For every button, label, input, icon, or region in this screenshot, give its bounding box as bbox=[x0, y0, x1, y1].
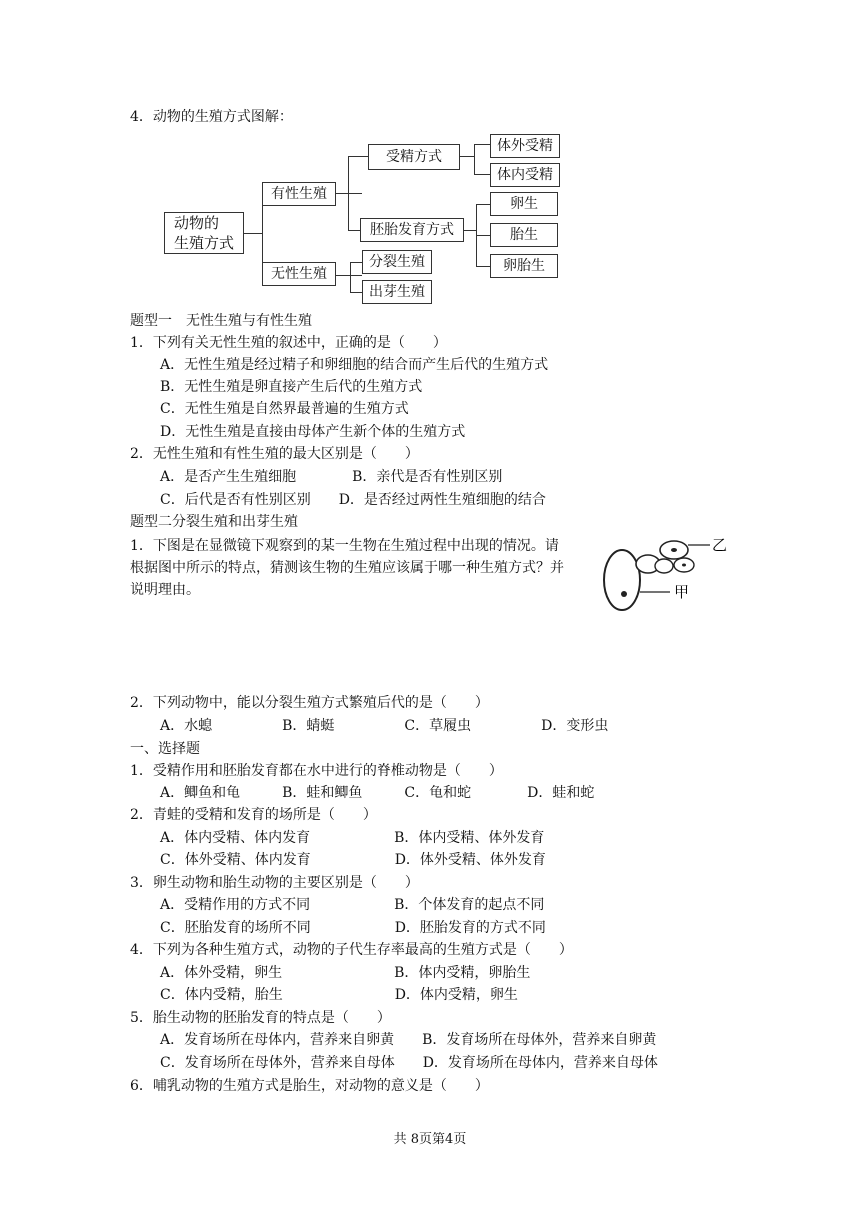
question-line: 1．下列有关无性生殖的叙述中，正确的是（ ） bbox=[130, 335, 447, 351]
answer-option-line: C．无性生殖是自然界最普遍的生殖方式 bbox=[160, 401, 409, 417]
question-line: 4．下列为各种生殖方式，动物的子代生存率最高的生殖方式是（ ） bbox=[130, 942, 573, 958]
diagram-root: 动物的 生殖方式 bbox=[164, 212, 244, 254]
answer-option-line: C．体内受精，胎生 D．体内受精，卵生 bbox=[160, 987, 518, 1003]
diagram-budding: 出芽生殖 bbox=[362, 280, 432, 304]
reproduction-diagram bbox=[160, 132, 570, 308]
question-line: 2．下列动物中，能以分裂生殖方式繁殖后代的是（ ） bbox=[130, 695, 489, 711]
diagram-ovoviviparous: 卵胎生 bbox=[490, 254, 558, 278]
answer-option-line: C．后代是否有性别区别 D．是否经过两性生殖细胞的结合 bbox=[160, 492, 546, 508]
budding-cell-figure bbox=[600, 532, 740, 622]
question-line: 说明理由。 bbox=[130, 582, 200, 598]
answer-option-line: A．体外受精，卵生 B．体内受精，卵胎生 bbox=[160, 965, 531, 981]
label-yi: 乙 bbox=[712, 536, 728, 554]
answer-option-line: A．是否产生生殖细胞 B．亲代是否有性别区别 bbox=[160, 469, 503, 485]
diagram-fertilization-mode: 受精方式 bbox=[368, 144, 460, 170]
question-line: 2．无性生殖和有性生殖的最大区别是（ ） bbox=[130, 446, 419, 462]
mother-cell bbox=[604, 550, 640, 610]
section-heading: 题型一 无性生殖与有性生殖 bbox=[130, 313, 312, 329]
answer-option-line: A．发育场所在母体内，营养来自卵黄 B．发育场所在母体外，营养来自卵黄 bbox=[160, 1032, 657, 1048]
diagram-external: 体外受精 bbox=[490, 134, 560, 158]
answer-option-line: C．胚胎发育的场所不同 D．胚胎发育的方式不同 bbox=[160, 920, 546, 936]
label-jia: 甲 bbox=[674, 583, 690, 601]
page-footer: 共 8页第4页 bbox=[393, 1132, 467, 1147]
diagram-embryo-mode: 胚胎发育方式 bbox=[360, 218, 464, 242]
answer-option-line: B．无性生殖是卵直接产生后代的生殖方式 bbox=[160, 379, 423, 395]
question-line: 5．胎生动物的胚胎发育的特点是（ ） bbox=[130, 1010, 391, 1026]
section-intro: 4．动物的生殖方式图解： bbox=[130, 109, 293, 125]
diagram-sexual: 有性生殖 bbox=[262, 182, 336, 206]
question-line: 3．卵生动物和胎生动物的主要区别是（ ） bbox=[130, 875, 419, 891]
answer-option-line: C．体外受精、体内发育 D．体外受精、体外发育 bbox=[160, 852, 546, 868]
diagram-oviparous: 卵生 bbox=[490, 192, 558, 216]
question-line: 2．青蛙的受精和发育的场所是（ ） bbox=[130, 807, 377, 823]
diagram-asexual: 无性生殖 bbox=[262, 262, 336, 286]
answer-option-line: A．水螅 B．蜻蜓 C．草履虫 D．变形虫 bbox=[160, 718, 609, 734]
section-heading: 题型二分裂生殖和出芽生殖 bbox=[130, 514, 298, 530]
answer-option-line: C．发育场所在母体外，营养来自母体 D．发育场所在母体内，营养来自母体 bbox=[160, 1055, 658, 1071]
question-line: 1．受精作用和胚胎发育都在水中进行的脊椎动物是（ ） bbox=[130, 763, 503, 779]
answer-option-line: A．鲫鱼和龟 B．蛙和鲫鱼 C．龟和蛇 D．蛙和蛇 bbox=[160, 785, 595, 801]
question-line: 根据图中所示的特点，猜测该生物的生殖应该属于哪一种生殖方式？并 bbox=[130, 560, 564, 576]
answer-option-line: A．受精作用的方式不同 B．个体发育的起点不同 bbox=[160, 897, 545, 913]
diagram-viviparous: 胎生 bbox=[490, 223, 558, 247]
diagram-fission: 分裂生殖 bbox=[362, 250, 432, 274]
section-heading: 一、选择题 bbox=[130, 741, 200, 757]
question-line: 1．下图是在显微镜下观察到的某一生物在生殖过程中出现的情况。请 bbox=[130, 538, 559, 554]
question-line: 6．哺乳动物的生殖方式是胎生，对动物的意义是（ ） bbox=[130, 1078, 489, 1094]
answer-option-line: D．无性生殖是直接由母体产生新个体的生殖方式 bbox=[160, 424, 466, 440]
diagram-internal: 体内受精 bbox=[490, 163, 560, 187]
answer-option-line: A．体内受精、体内发育 B．体内受精、体外发育 bbox=[160, 830, 545, 846]
answer-option-line: A．无性生殖是经过精子和卵细胞的结合而产生后代的生殖方式 bbox=[160, 357, 549, 373]
